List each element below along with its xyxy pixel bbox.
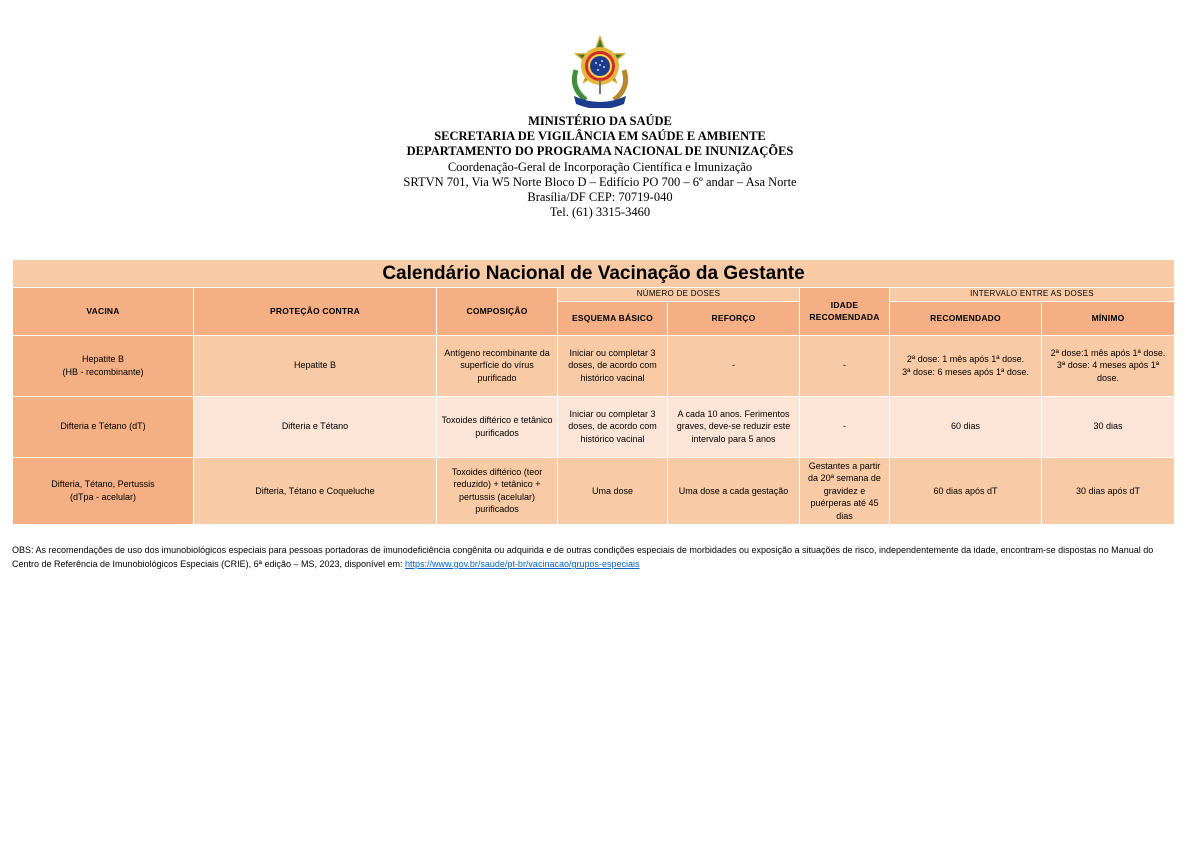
cell-minimo	[1042, 335, 1175, 396]
cell-recomendado: 60 dias	[890, 396, 1042, 457]
cell-reforco: A cada 10 anos. Ferimentos graves, deve-se reduzir este intervalo para 5 anos	[668, 396, 800, 457]
cell-minimo: 30 dias	[1042, 396, 1175, 457]
ministry-name: MINISTÉRIO DA SAÚDE	[528, 114, 672, 128]
coat-of-arms-logo	[566, 36, 634, 108]
header-esquema: ESQUEMA BÁSICO	[558, 301, 668, 335]
table-row	[13, 335, 1175, 396]
address-line: SRTVN 701, Via W5 Norte Bloco D – Edifício PO 700 – 6º andar – Asa Norte	[403, 174, 797, 189]
vaccine-name: Difteria, Tétano, Pertussis	[51, 479, 155, 490]
header-protecao: PROTEÇÃO CONTRA	[194, 288, 437, 336]
coordination-name: Coordenação-Geral de Incorporação Científica e Imunização	[447, 159, 753, 174]
cell-esquema: Uma dose	[558, 457, 668, 525]
cell-esquema: Iniciar ou completar 3 doses, de acordo com histórico vacinal	[558, 335, 668, 396]
minimo-line: 3ª dose: 4 meses após 1ª dose.	[1056, 360, 1160, 383]
observation-text: OBS: As recomendações de uso dos imunobiológicos especiais para pessoas portadoras de imunodeficiência congênita ou adquirida e de outras condições especiais de morbidades ou exposição a situações de risco, independentemente da idade, encontram-se dispostas no Manual do Centro de Referência de Imunobiológicos Especiais (CRIE), 6ª edição – MS, 2023, disponível em:	[12, 545, 1154, 569]
phone-line: Tel. (61) 3315-3460	[549, 205, 651, 220]
cell-vacina	[13, 396, 194, 457]
cell-reforco: -	[668, 335, 800, 396]
recomendado-line: 2ª dose: 1 mês após 1ª dose.	[906, 354, 1025, 364]
vaccine-type: (HB - recombinante)	[62, 366, 144, 377]
cell-protecao: Difteria e Tétano	[194, 396, 437, 457]
cell-minimo: 30 dias após dT	[1042, 457, 1175, 525]
postal-line: Brasília/DF CEP: 70719-040	[527, 190, 673, 205]
secretariat-name: SECRETARIA DE VIGILÂNCIA EM SAÚDE E AMBIENTE	[434, 129, 766, 144]
vaccine-name: Hepatite B	[81, 354, 125, 364]
department-name: DEPARTAMENTO DO PROGRAMA NACIONAL DE INUNIZAÇÕES	[406, 144, 794, 159]
cell-idade: -	[800, 335, 890, 396]
recomendado-line: 3ª dose: 6 meses após 1ª dose.	[902, 366, 1029, 377]
cell-protecao: Difteria, Tétano e Coqueluche	[194, 457, 437, 525]
header-minimo: MÍNIMO	[1042, 301, 1175, 335]
header-vacina: VACINA	[13, 288, 194, 336]
header-numero-doses: NÚMERO DE DOSES	[558, 288, 800, 302]
minimo-line: 2ª dose:1 mês após 1ª dose.	[1050, 347, 1166, 358]
cell-composicao: Toxoides diftérico (teor reduzido) + tetânico + pertussis (acelular) purificados	[437, 457, 558, 525]
cell-idade: Gestantes a partir da 20ª semana de gravidez e puérperas até 45 dias	[800, 457, 890, 525]
header-reforco: REFORÇO	[668, 301, 800, 335]
ministry-header	[0, 114, 1200, 220]
grupos-especiais-link[interactable]: https://www.gov.br/saude/pt-br/vacinacao/grupos-especiais	[405, 559, 640, 569]
header-recomendado: RECOMENDADO	[890, 301, 1042, 335]
table-title: Calendário Nacional de Vacinação da Gestante	[13, 260, 1175, 288]
table-row	[13, 396, 1175, 457]
vaccination-calendar-table	[12, 259, 1175, 525]
cell-protecao: Hepatite B	[194, 335, 437, 396]
cell-esquema: Iniciar ou completar 3 doses, de acordo com histórico vacinal	[558, 396, 668, 457]
cell-idade: -	[800, 396, 890, 457]
cell-reforco: Uma dose a cada gestação	[668, 457, 800, 525]
vaccine-name: Difteria e Tétano (dT)	[60, 421, 146, 432]
header-intervalo: INTERVALO ENTRE AS DOSES	[890, 288, 1175, 302]
header-idade: IDADE RECOMENDADA	[800, 288, 890, 336]
cell-recomendado	[890, 335, 1042, 396]
observation-note	[12, 543, 1182, 571]
vaccine-type: (dTpa - acelular)	[69, 491, 137, 502]
cell-vacina	[13, 457, 194, 525]
header-composicao: COMPOSIÇÃO	[437, 288, 558, 336]
cell-composicao: Toxoides diftérico e tetânico purificados	[437, 396, 558, 457]
cell-recomendado: 60 dias após dT	[890, 457, 1042, 525]
cell-composicao: Antígeno recombinante da superfície do vírus purificado	[437, 335, 558, 396]
cell-vacina	[13, 335, 194, 396]
table-row	[13, 457, 1175, 525]
